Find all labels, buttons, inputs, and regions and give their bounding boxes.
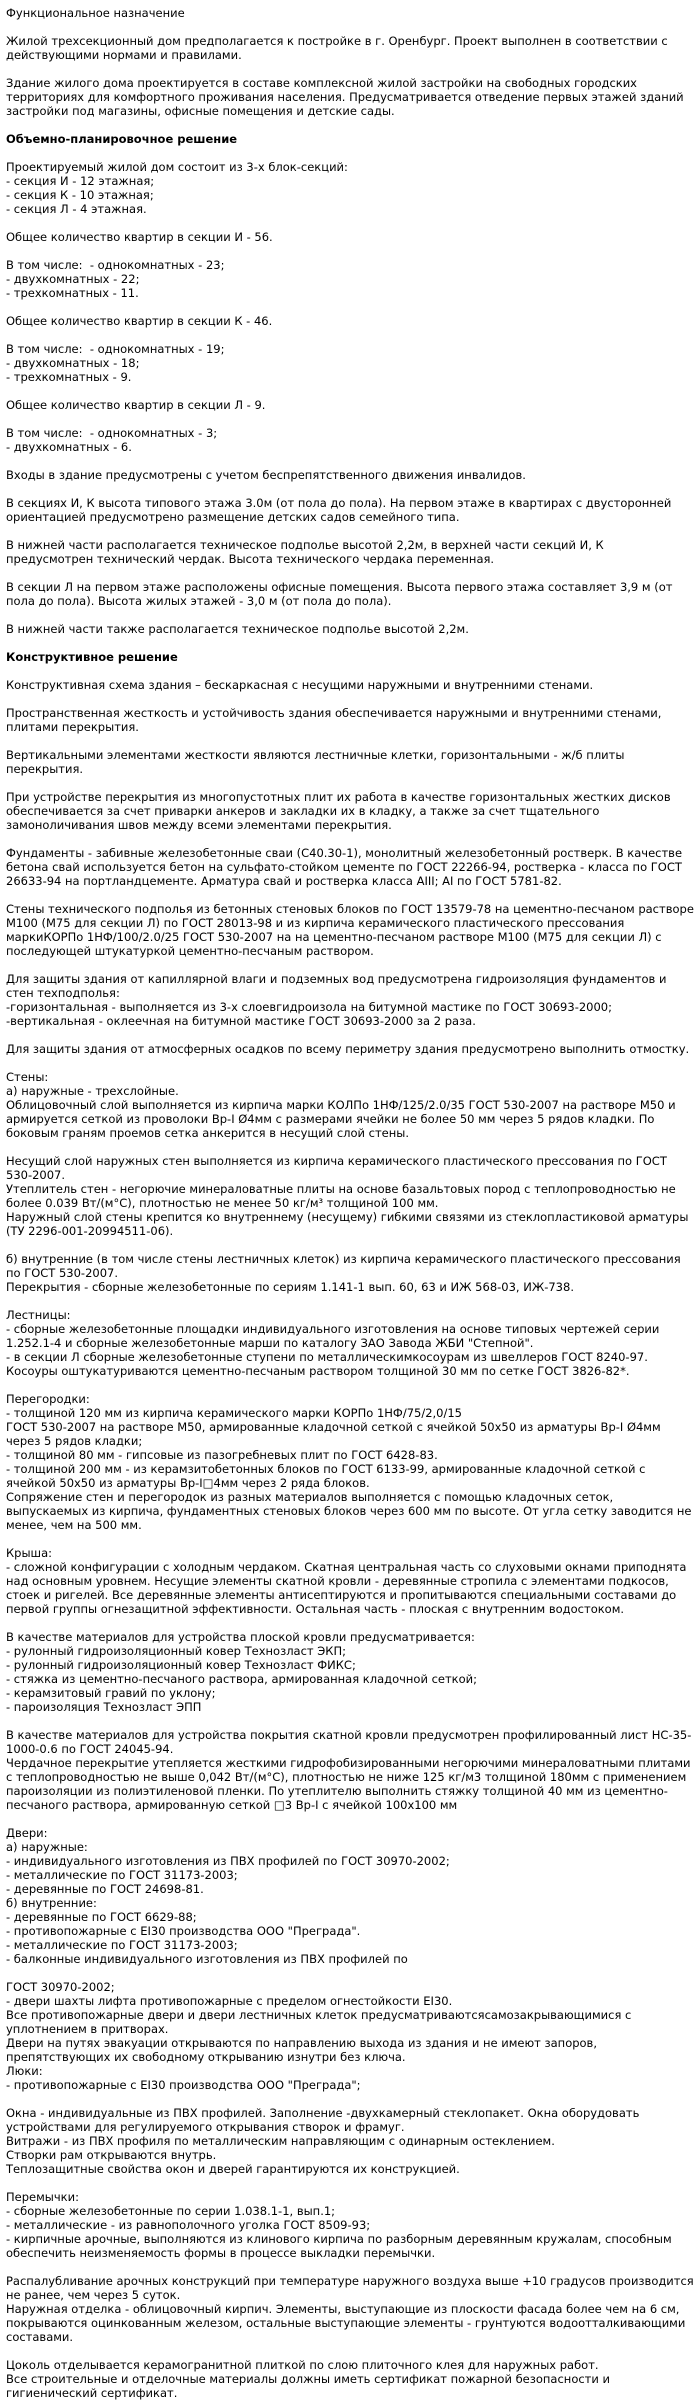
paragraph: Пространственная жесткость и устойчивость здания обеспечивается наружными и внутренними стенами, плитами перекрытия. — [6, 706, 666, 734]
paragraph: В секциях И, К высота типового этажа 3.0м (от пола до пола). На первом этаже в квартирах с двусторонней ориентацией предусмотрено размещение детских садов семейного типа. — [6, 496, 675, 524]
paragraph: Вертикальными элементами жесткости являются лестничные клетки, горизонтальными - ж/б плиты перекрытия. — [6, 748, 629, 776]
paragraph: Функциональное назначение — [6, 6, 185, 20]
paragraph: Проектируемый жилой дом состоит из 3-х блок-секций: - секция И - 12 этажная; - секция К - 10 этажная; - секция Л - 4 этажная. — [6, 160, 348, 216]
paragraph: В том числе: - однокомнатных - 23; - двухкомнатных - 22; - трехкомнатных - 11. — [6, 258, 225, 300]
section-heading: Конструктивное решение — [6, 650, 178, 664]
paragraph: Входы в здание предусмотрены с учетом беспрепятственного движения инвалидов. — [6, 468, 526, 482]
paragraph: Для защиты здания от капиллярной влаги и подземных вод предусмотрена гидроизоляция фундаментов и стен техподполья: -горизонтальная - выполняется из 3-х слоевгидроизола на битумной мастике по ГОСТ 30693-2000; -вертикальная - оклеечная на битумной мастике ГОСТ 30693-2000 за 2 раза. — [6, 972, 667, 1028]
paragraph: В том числе: - однокомнатных - 3; - двухкомнатных - 6. — [6, 426, 218, 454]
paragraph: б) внутренние (в том числе стены лестничных клеток) из кирпича керамического пластического прессования по ГОСТ 530-2007. Перекрытия - сборные железобетонные по сериям 1.141-1 вып. 60, 63 и ИЖ 568-03, ИЖ-738. — [6, 1252, 681, 1294]
paragraph: Жилой трехсекционный дом предполагается к постройке в г. Оренбург. Проект выполнен в соответствии с действующими нормами и правилами. — [6, 34, 672, 62]
paragraph: В секции Л на первом этаже расположены офисные помещения. Высота первого этажа составляет 3,9 м (от пола до пола). Высота жилых этажей - 3,0 м (от пола до пола). — [6, 580, 677, 608]
paragraph: Окна - индивидуальные из ПВХ профилей. Заполнение -двухкамерный стеклопакет. Окна оборудовать устройствами для регулируемого открывания створок и фрамуг. Витражи - из ПВХ профиля по металлическим направляющим с одинарным остеклением. Створки рам открываются внутрь. Теплозащитные свойства окон и дверей гарантируются их конструкцией. — [6, 2106, 640, 2176]
paragraph: Несущий слой наружных стен выполняется из кирпича керамического пластического прессования по ГОСТ 530-2007. Утеплитель стен - негорючие минераловатные плиты на основе базальтовых пород с теплопроводностью не более 0.039 Вт/(м°С), плотностью не менее 50 кг/м³ толщиной 100 мм. Наружный слой стены крепится ко внутреннему (несущему) гибкими связями из стеклопластиковой арматуры (ТУ 2296-001-20994511-06). — [6, 1154, 689, 1238]
paragraph: Для защиты здания от атмосферных осадков по всему периметру здания предусмотрено выполнить отмостку. — [6, 1042, 690, 1056]
paragraph: Общее количество квартир в секции К - 46. — [6, 314, 273, 328]
paragraph: Здание жилого дома проектируется в составе комплексной жилой застройки на свободных городских территориях для комфортного проживания населения. Предусматривается отведение первых этажей зданий застройки под магазины, офисные помещения и детские сады. — [6, 76, 688, 118]
paragraph: В том числе: - однокомнатных - 19; - двухкомнатных - 18; - трехкомнатных - 9. — [6, 342, 225, 384]
paragraph: Цоколь отделывается керамогранитной плиткой по слою плиточного клея для наружных работ. Все строительные и отделочные материалы должны иметь сертификат пожарной безопасности и гигиенический сертификат. — [6, 2358, 610, 2400]
paragraph: В нижней части располагается техническое подполье высотой 2,2м, в верхней части секций И, К предусмотрен технический чердак. Высота технического чердака переменная. — [6, 538, 608, 566]
paragraph: В качестве материалов для устройства покрытия скатной кровли предусмотрен профилированный лист НС-35-1000-0.6 по ГОСТ 24045-94. Чердачное перекрытие утепляется жесткими гидрофобизированными негорючими минераловатными плитами с теплопроводностью не выше 0,042 Вт/(м°С), плотностью не ниже 125 кг/м3 толщиной 180мм с применением пароизоляции из полиэтиленовой пленки. По утеплителю выполнить стяжку толщиной 40 мм из цементно-песчаного раствора, армированную сеткой □3 Вр-I с ячейкой 100х100 мм — [6, 1728, 692, 1812]
paragraph: Двери: а) наружные: - индивидуального изготовления из ПВХ профилей по ГОСТ 30970-2002; - металлические по ГОСТ 31173-2003; - деревянные по ГОСТ 24698-81. б) внутренние: - деревянные по ГОСТ 6629-88; - противопожарные с EI30 производства ООО "Преграда". - металлические по ГОСТ 31173-2003; - балконные индивидуального изготовления из ПВХ профилей по — [6, 1826, 450, 1966]
paragraph: Стены технического подполья из бетонных стеновых блоков по ГОСТ 13579-78 на цементно-песчаном растворе М100 (М75 для секции Л) по ГОСТ 28013-98 и из кирпича керамического пластического прессования маркиКОРПо 1НФ/100/2.0/25 ГОСТ 530-2007 на на цементно-песчаном растворе М100 (М75 для секции Л) с последующей штукатуркой цементно-песчаным раствором. — [6, 902, 698, 958]
paragraph: Общее количество квартир в секции И - 56. — [6, 230, 273, 244]
paragraph: При устройстве перекрытия из многопустотных плит их работа в качестве горизонтальных жестких дисков обеспечивается за счет приварки анкеров и закладки их в кладку, а также за счет тщательного замоноличивания швов между всеми элементами перекрытия. — [6, 790, 675, 832]
paragraph: В нижней части также располагается техническое подполье высотой 2,2м. — [6, 622, 469, 636]
paragraph: Крыша: - сложной конфигурации с холодным чердаком. Скатная центральная часть со слуховыми окнами приподнята над основным уровнем. Несущие элементы скатной кровли - деревянные стропила с элементами подкосов, стоек и ригелей. Все деревянные элементы антисептируются и пропитываются специальными составами до первой группы огнезащитной эффективности. Остальная часть - плоская с внутренним водостоком. — [6, 1546, 687, 1616]
paragraph: В качестве материалов для устройства плоской кровли предусматривается: - рулонный гидроизоляционный ковер Технозласт ЭКП; - рулонный гидроизоляционный ковер Технозласт ФИКС; - стяжка из цементно-песчаного раствора, армированная кладочной сеткой; - керамзитовый гравий по уклону; - пароизоляция Технозласт ЭПП — [6, 1630, 478, 1714]
paragraph: Перемычки: - сборные железобетонные по серии 1.038.1-1, вып.1; - металлические - из равнополочного уголка ГОСТ 8509-93; - кирпичные арочные, выполняются из клинового кирпича по разборным деревянным кружалам, способным обеспечить неизменяемость формы в процессе выкладки перемычки. — [6, 2190, 672, 2260]
section-heading: Объемно-планировочное решение — [6, 132, 238, 146]
paragraph: Распалубливание арочных конструкций при температуре наружного воздуха выше +10 градусов производится не ранее, чем через 5 суток. Наружная отделка - облицовочный кирпич. Элементы, выступающие из плоскости фасада более чем на 6 см, покрываются оцинкованным железом, остальные выступающие элементы - грунтуются водоотталкивающими составами. — [6, 2274, 694, 2344]
paragraph: Фундаменты - забивные железобетонные сваи (С40.30-1), монолитный железобетонный ростверк. В качестве бетона свай используется бетон на сульфато-стойком цементе по ГОСТ 22266-94, ростверка - класса по ГОСТ 26633-94 на портландцементе. Арматура свай и ростверка класса АIII; AI по ГОСТ 5781-82. — [6, 846, 686, 888]
paragraph: Конструктивная схема здания – бескаркасная с несущими наружными и внутренними стенами. — [6, 678, 594, 692]
paragraph: ГОСТ 30970-2002; - двери шахты лифта противопожарные с пределом огнестойкости EI30. Все противопожарные двери и двери лестничных клеток предусматриваютсясамозакрывающимися с уплотнением в притворах. Двери на путях эвакуации открываются по направлению выхода из здания и не имеют запоров, препятствующих их свободному открыванию изнутри без ключа. Люки: - противопожарные с EI30 производства ООО "Преграда"; — [6, 1980, 632, 2092]
paragraph: Общее количество квартир в секции Л - 9. — [6, 398, 266, 412]
paragraph: Перегородки: - толщиной 120 мм из кирпича керамического марки КОРПо 1НФ/75/2,0/15 ГОСТ 530-2007 на растворе М50, армированные кладочной сеткой с ячейкой 50х50 из арматуры Вр-I Ø4мм через 5 рядов кладки; - толщиной 80 мм - гипсовые из пазогребневых плит по ГОСТ 6428-83. - толщиной 200 мм - из керамзитобетонных блоков по ГОСТ 6133-99, армированные кладочной сеткой с ячейкой 50х50 из арматуры Вр-I□4мм через 2 ряда блоков. Сопряжение стен и перегородок из разных материалов выполняется с помощью кладочных сеток, выпускаемых из кирпича, фундаментных стеновых блоков через 600 мм по высоте. От угла сетку заводится не менее, чем на 500 мм. — [6, 1392, 692, 1532]
paragraph: Лестницы: - сборные железобетонные площадки индивидуального изготовления на основе типовых чертежей серии 1.252.1-4 и сборные железобетонные марши по каталогу ЗАО Завода ЖБИ "Степной". - в секции Л сборные железобетонные ступени по металлическимкосоурам из швеллеров ГОСТ 8240-97. Косоуры оштукатуриваются цементно-песчаным раствором толщиной 30 мм по сетке ГОСТ 3826-82*. — [6, 1308, 660, 1378]
paragraph: Стены: а) наружные - трехслойные. Облицовочный слой выполняется из кирпича марки КОЛПо 1НФ/125/2.0/35 ГОСТ 530-2007 на растворе М50 и армируется сеткой из проволоки Вр-I Ø4мм с размерами ячейки не более 50 мм через 5 рядов кладки. По боковым граням проемов сетка анкерится в несущий слой стены. — [6, 1070, 676, 1140]
